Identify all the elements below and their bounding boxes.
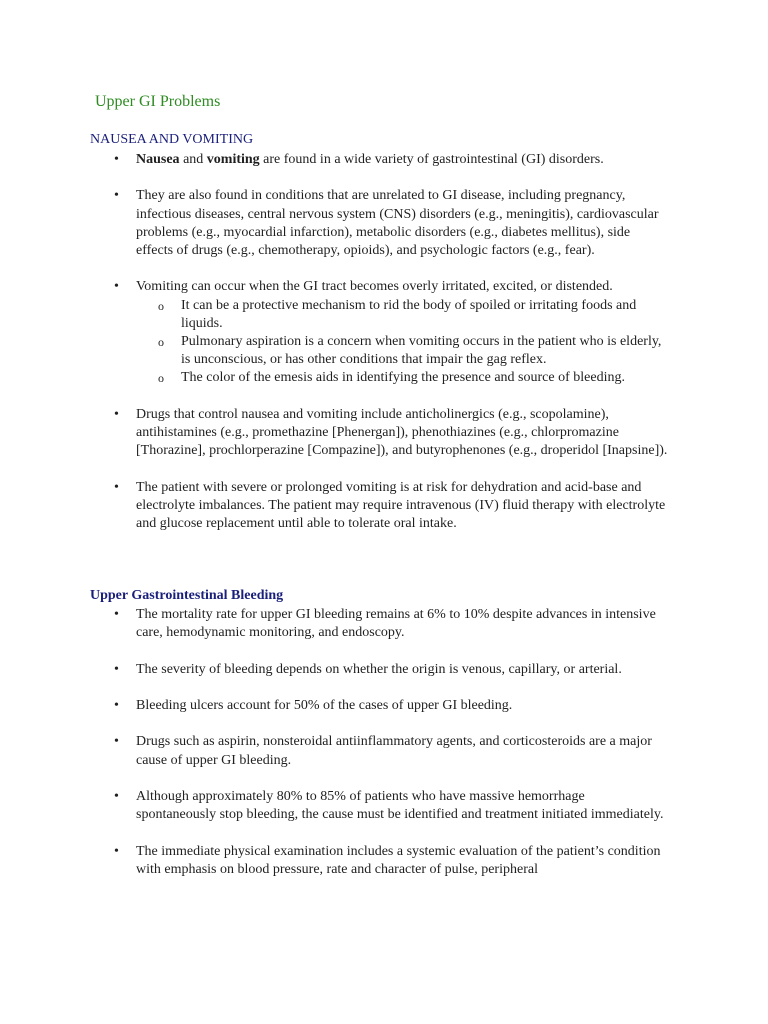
list-item: • Although approximately 80% to 85% of patients who have massive hemorrhage spontaneously stop bleeding, the cause must be identified and treatment initiated immediately. — [0, 788, 668, 824]
list-item — [0, 278, 668, 387]
nausea-vomiting-list — [0, 151, 768, 551]
list-item: • Drugs that control nausea and vomiting include anticholinergics (e.g., scopolamine), antihistamines (e.g., promethazine [Phenergan]), phenothiazines (e.g., chlorpromazine [Thorazine], prochlorperazine [Compazine]), and butyrophenones (e.g., droperidol [Inapsine]). — [0, 406, 668, 461]
list-item: • The mortality rate for upper GI bleeding remains at 6% to 10% despite advances in intensive care, hemodynamic monitoring, and endoscopy. — [0, 606, 668, 642]
sub-list — [136, 297, 668, 388]
list-item: • Bleeding ulcers account for 50% of the cases of upper GI bleeding. — [0, 697, 668, 715]
bold-term: Nausea — [136, 152, 180, 167]
sub-list-item: o It can be a protective mechanism to rid the body of spoiled or irritating foods and liquids. — [136, 297, 671, 333]
list-item — [0, 151, 668, 169]
sub-list-item: o The color of the emesis aids in identifying the presence and source of bleeding. — [136, 369, 671, 387]
upper-gi-bleeding-list — [0, 606, 768, 897]
list-item: • The severity of bleeding depends on whether the origin is venous, capillary, or arterial. — [0, 661, 668, 679]
list-item: • Drugs such as aspirin, nonsteroidal antiinflammatory agents, and corticosteroids are a major cause of upper GI bleeding. — [0, 733, 668, 769]
list-item: • The immediate physical examination includes a systemic evaluation of the patient’s condition with emphasis on blood pressure, rate and character of pulse, peripheral — [0, 843, 668, 879]
inline-text: and — [179, 152, 207, 167]
document-title: Upper GI Problems — [95, 93, 221, 110]
list-item: • They are also found in conditions that are unrelated to GI disease, including pregnancy, infectious diseases, central nervous system (CNS) disorders (e.g., meningitis), cardiovascular problems (e.g., myocardial infarction), metabolic disorders (e.g., diabetes mellitus), side effects of drugs (e.g., chemotherapy, opioids), and psychologic factors (e.g., fear). — [0, 187, 668, 260]
list-item: • The patient with severe or prolonged vomiting is at risk for dehydration and acid-base and electrolyte imbalances. The patient may require intravenous (IV) fluid therapy with electrolyte and glucose replacement until able to tolerate oral intake. — [0, 479, 668, 534]
list-item-text: Vomiting can occur when the GI tract becomes overly irritated, excited, or distended. — [136, 279, 613, 295]
section-heading-upper-gi-bleeding: Upper Gastrointestinal Bleeding — [90, 588, 284, 603]
section-heading-nausea-vomiting: NAUSEA AND VOMITING — [90, 132, 254, 147]
bold-term: vomiting — [206, 152, 260, 167]
sub-list-item: o Pulmonary aspiration is a concern when vomiting occurs in the patient who is elderly, is unconscious, or has other conditions that impair the gag reflex. — [136, 333, 671, 369]
inline-text: are found in a wide variety of gastrointestinal (GI) disorders. — [259, 152, 604, 167]
